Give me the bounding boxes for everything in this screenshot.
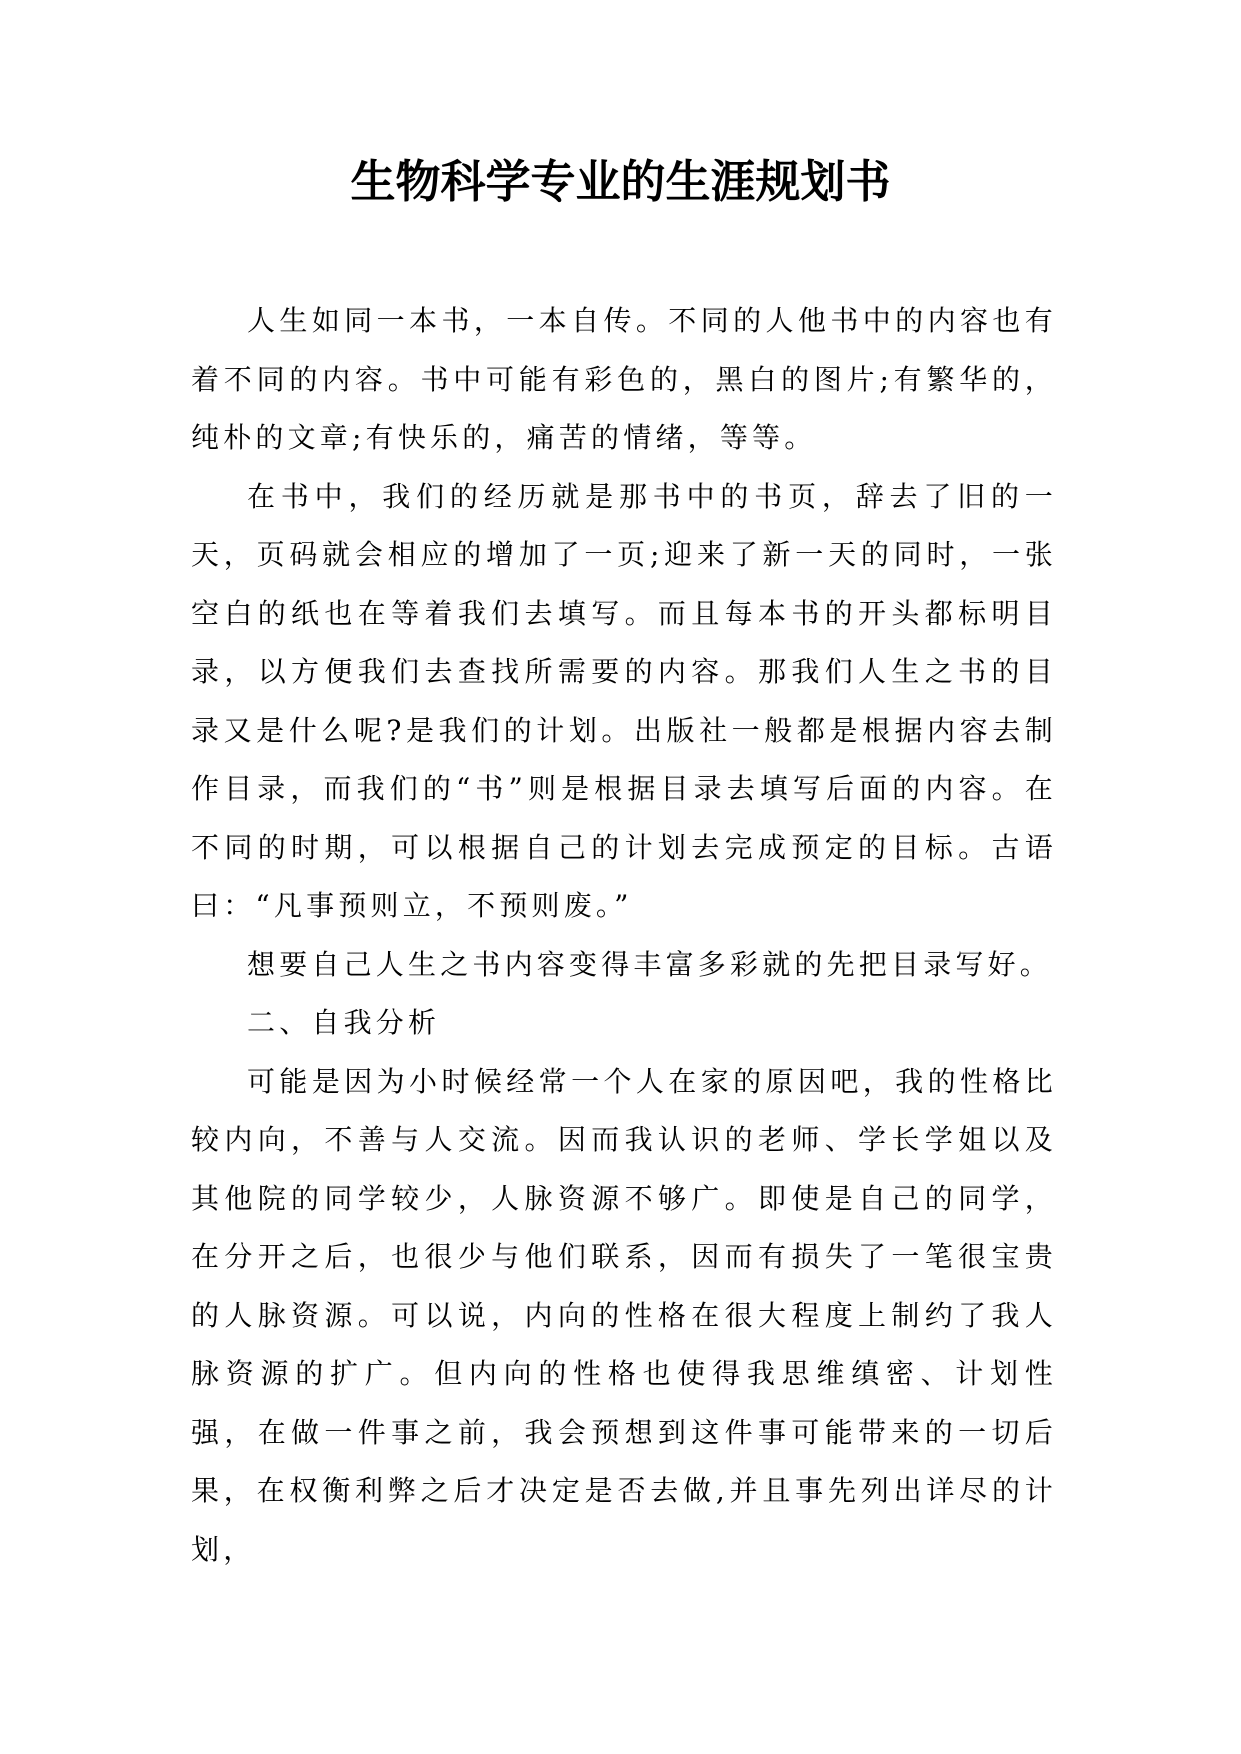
paragraph-table-of-contents: 想要自己人生之书内容变得丰富多彩就的先把目录写好。: [247, 947, 1053, 981]
paragraph-self-analysis: 可能是因为小时候经常一个人在家的原因吧，我的性格比较内向，不善与人交流。因而我认识的老师、学长学姐以及其他院的同学较少，人脉资源不够广。即使是自己的同学，在分开之后，也很少与他们联系，因而有损失了一笔很宝贵的人脉资源。可以说，内向的性格在很大程度上制约了我人脉资源的扩广。但内向的性格也使得我思维缜密、计划性强，在做一件事之前，我会预想到这件事可能带来的一切后果，在权衡利弊之后才决定是否去做,并且事先列出详尽的计划，: [191, 1064, 1057, 1566]
document-title: 生物科学专业的生涯规划书: [350, 155, 891, 208]
paragraph-intro: 人生如同一本书，一本自传。不同的人他书中的内容也有着不同的内容。书中可能有彩色的，黑白的图片;有繁华的，纯朴的文章;有快乐的，痛苦的情绪，等等。: [191, 304, 1057, 454]
section-heading-self-analysis: 二、自我分析: [247, 1006, 441, 1039]
paragraph-book-contents: 在书中，我们的经历就是那书中的书页，辞去了旧的一天，页码就会相应的增加了一页;迎来了新一天的同时，一张空白的纸也在等着我们去填写。而且每本书的开头都标明目录，以方便我们去查找所需要的内容。那我们人生之书的目录又是什么呢?是我们的计划。出版社一般都是根据内容去制作目录，而我们的“书”则是根据目录去填写后面的内容。在不同的时期，可以根据自己的计划去完成预定的目标。古语曰：“凡事预则立，不预则废。”: [191, 479, 1057, 922]
document-body: [191, 292, 1057, 1579]
